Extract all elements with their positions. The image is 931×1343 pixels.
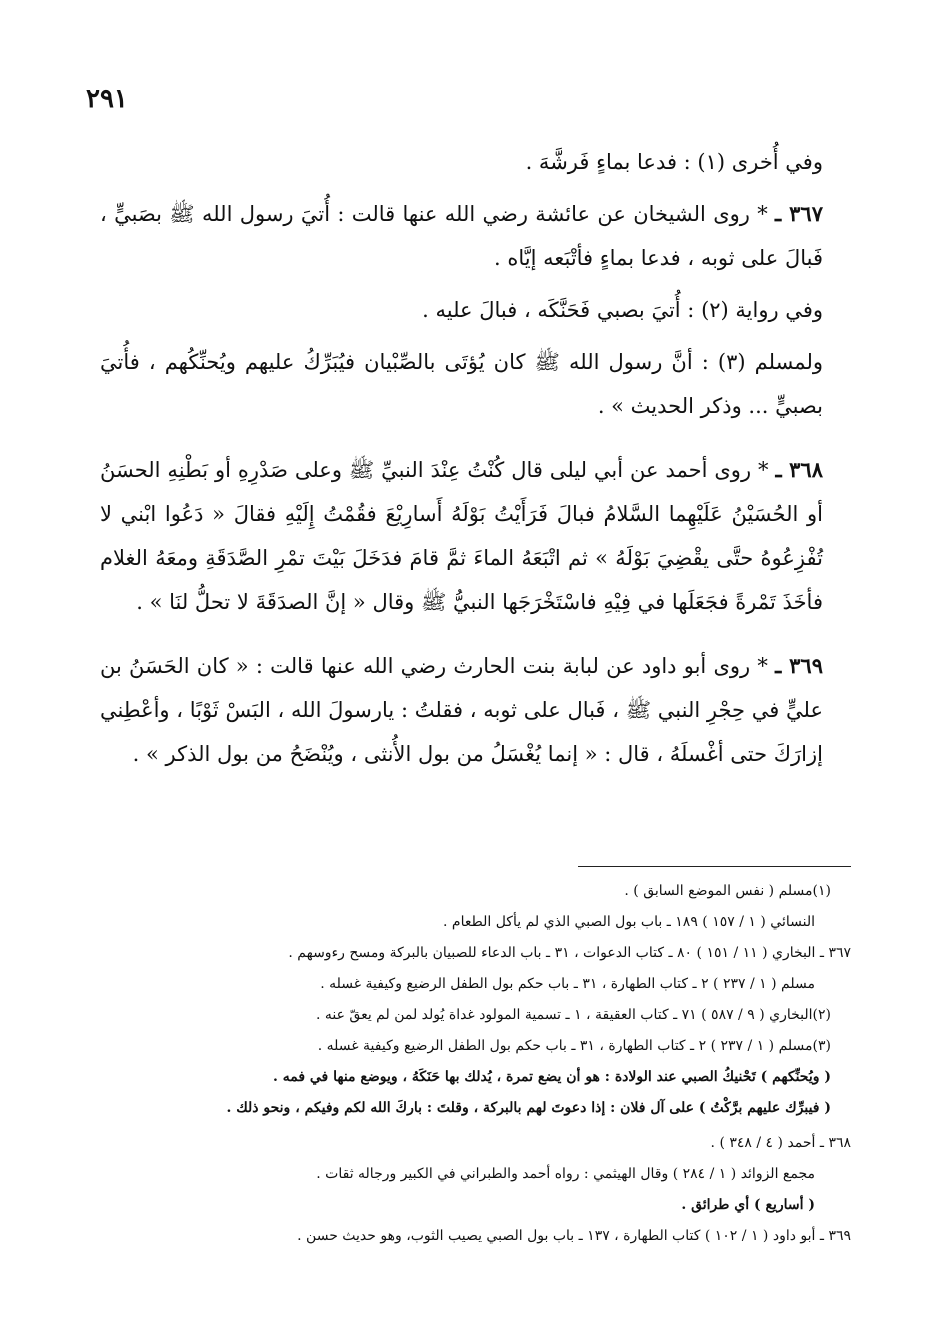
footnote-line: ٣٦٨ ـ أحمد ( ٤ / ٣٤٨ ) . [710,1135,851,1151]
footnote-line: ( فيبرِّك عليهم برَّكْتُ ) على آل فلان : إذا دعوتَ لهم بالبركة ، وقلتَ : باركَ الله لكم وفيكم ، ونحو ذلك . [226,1100,831,1116]
hadith-number: ٣٦٩ ـ [775,653,823,678]
footnote-line: (٣)مسلم ( ١ / ٢٣٧ ) ٢ ـ كتاب الطهارة ، ٣١ ـ باب حكم بول الطفل الرضيع وكيفية غسله . [317,1038,831,1054]
paragraph-variant-2 [100,288,823,332]
paragraph-text: ولمسلم (٣) : أنَّ رسول الله ﷺ كان يُؤتَى بالصِّبْيان فيُبَرِّكُ عليهم ويُحنِّكُهم ، فأُتيَ بصبيٍّ ... وذكر الحديث » . [100,350,823,418]
footnote-line: مجمع الزوائد ( ١ / ٢٨٤ ) وقال الهيثمي : رواه أحمد والطبراني في الكبير ورجاله ثقات . [316,1166,815,1182]
paragraph-text: * روى أحمد عن أبي ليلى قال كُنْتُ عِنْدَ النبيِّ ﷺ وعلى صَدْرِهِ أو بَطْنِهِ الحسَنُ أو الحُسَيْنُ عَلَيْهِما السَّلامُ فبالَ فَرَأَيْتُ بَوْلَهُ أَسارِيْعَ فقُمْتُ إِلَيْهِ فقالَ « دَعُوا ابْني لا تُفْزِعُوهُ حتَّى يقْضِيَ بَوْلَهُ » ثم اتْبَعَهُ الماءَ ثمَّ قامَ فدَخَلَ بَيْتَ تمْرِ الصَّدَقَةِ ومعَهُ الغلام فأخَذَ تَمْرةً فجَعَلَها في فِيْهِ فاسْتَخْرَجَها النبيُّ ﷺ وقال « إنَّ الصدَقَةَ لا تحلُّ لنَا » . [100,458,823,614]
footnote-line: (١)مسلم ( نفس الموضع السابق ) . [624,883,831,899]
hadith-368 [100,448,823,624]
footnote-line: النسائي ( ١ / ١٥٧ ) ١٨٩ ـ باب بول الصبي الذي لم يأكل الطعام . [443,914,815,930]
footnote-line: ٣٦٧ ـ البخاري ( ١١ / ١٥١ ) ٨٠ ـ كتاب الدعوات ، ٣١ ـ باب الدعاء للصبيان بالبركة ومسح رءوسهم . [288,945,851,961]
footnotes [150,876,851,1252]
paragraph-muslim [100,340,823,428]
hadith-369 [100,644,823,776]
paragraph-variant-1 [100,140,823,184]
main-text [100,140,823,796]
footnote-line: ( ويُحنِّكهم ) تَحْنيكُ الصبي عند الولادة : هو أن يضع تمرة ، يُدلك بها حَنَكَهُ ، ويوضع منها في فمه . [272,1069,831,1085]
hadith-367 [100,192,823,280]
footnote-line: ( أساريع ) أي طرائق . [681,1197,815,1213]
page-number: ٢٩١ [86,84,128,114]
hadith-number: ٣٦٨ ـ [775,457,823,482]
footnote-line: مسلم ( ١ / ٢٣٧ ) ٢ ـ كتاب الطهارة ، ٣١ ـ باب حكم بول الطفل الرضيع وكيفية غسله . [320,976,815,992]
paragraph-text: وفي رواية (٢) : أُتيَ بصبي فَحَنَّكَه ، فبالَ عليه . [422,298,823,322]
paragraph-text: * روى أبو داود عن لبابة بنت الحارث رضي الله عنها قالت : « كان الحَسَنُ بن عليٍّ في حِجْرِ النبي ﷺ ، فَبال على ثوبه ، فقلتُ : يارسولَ الله ، البَسْ ثَوْبًا ، وأعْطِني إزارَكَ حتى أغْسلَهُ ، قال : « إنما يُغْسَلُ من بول الأُنثى ، ويُنْضَحُ من بول الذكر » . [100,654,823,766]
footnote-separator [578,866,851,867]
footnote-line: ٣٦٩ ـ أبو داود ( ١ / ١٠٢ ) كتاب الطهارة ، ١٣٧ ـ باب بول الصبي يصيب الثوب، وهو حديث حسن . [297,1228,851,1244]
paragraph-text: وفي أُخرى (١) : فدعا بماءٍ فَرشَّهَ . [525,150,823,174]
hadith-number: ٣٦٧ ـ [775,201,823,226]
paragraph-text: * روى الشيخان عن عائشة رضي الله عنها قالت : أُتيَ رسول الله ﷺ بصَبيٍّ ، فَبالَ على ثوبه ، فدعا بماءٍ فأتْبَعه إيَّاه . [100,202,823,270]
footnote-line: (٢)البخاري ( ٩ / ٥٨٧ ) ٧١ ـ كتاب العقيقة ، ١ ـ تسمية المولود غداة يُولد لمن لم يعقّ عنه . [315,1007,831,1023]
